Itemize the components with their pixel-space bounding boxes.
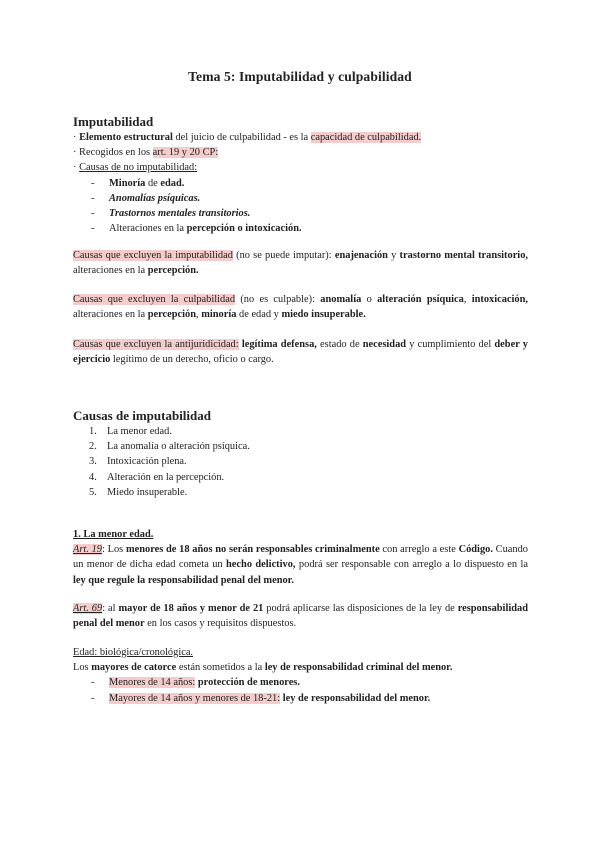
text: (no es culpable): bbox=[235, 294, 321, 305]
heading-menor-edad: 1. La menor edad. bbox=[73, 529, 154, 540]
text: ley que regule la responsabilidad penal del menor. bbox=[73, 574, 294, 586]
list-number: 2. bbox=[89, 441, 97, 453]
line-mayores-catorce bbox=[73, 660, 528, 675]
text: : Los bbox=[102, 544, 126, 556]
list-item bbox=[73, 424, 528, 439]
text: Trastornos mentales transitorios. bbox=[109, 208, 251, 220]
text: menores de 18 años no serán responsables criminalmente bbox=[125, 544, 380, 556]
list-item bbox=[73, 454, 528, 469]
list-causas bbox=[73, 424, 528, 500]
text: podrá aplicarse las disposiciones de la ley de bbox=[263, 603, 458, 614]
text: , bbox=[196, 309, 202, 321]
heading-imputabilidad: Imputabilidad bbox=[73, 114, 154, 129]
highlight-articulos: art. 19 y 20 CP: bbox=[152, 147, 219, 159]
list-item bbox=[73, 176, 528, 191]
text: hecho delictivo, bbox=[226, 559, 296, 571]
highlight: Mayores de 14 años y menores de 18-21: bbox=[109, 692, 281, 704]
list-number: 4. bbox=[89, 471, 97, 483]
text: (no se puede imputar): bbox=[232, 250, 335, 261]
text: Minoría bbox=[109, 177, 146, 189]
section-edad bbox=[73, 645, 528, 706]
text: alteraciones en la bbox=[73, 309, 148, 321]
text: responsabilidad penal del menor bbox=[73, 603, 528, 630]
term-elemento-estructural: Elemento estructural bbox=[79, 132, 173, 143]
text: enajenación bbox=[334, 250, 388, 261]
dash-bullet: - bbox=[91, 192, 95, 204]
line-recogidos bbox=[73, 145, 528, 160]
list-number: 3. bbox=[89, 456, 97, 468]
text: con arreglo a este bbox=[379, 544, 459, 556]
text: ley de responsabilidad del menor. bbox=[282, 692, 431, 704]
paragraph-excluyen-imputabilidad bbox=[73, 248, 528, 278]
text: minoría bbox=[201, 309, 237, 321]
list-item bbox=[73, 691, 528, 706]
highlight: Causas que excluyen la antijuridicidad: bbox=[73, 339, 239, 350]
paragraph-art-19 bbox=[73, 542, 528, 588]
list-item bbox=[73, 191, 528, 206]
text: del juicio de culpabilidad - es la bbox=[172, 132, 311, 143]
page-title: Tema 5: Imputabilidad y culpabilidad bbox=[188, 69, 412, 84]
text: Anomalías psíquicas. bbox=[109, 192, 201, 204]
line-elemento-estructural bbox=[73, 130, 528, 145]
highlight: Menores de 14 años: bbox=[109, 677, 196, 689]
text: edad. bbox=[160, 177, 185, 189]
text: alteración psíquica bbox=[377, 294, 464, 305]
dash-bullet: - bbox=[91, 177, 95, 189]
text: · Recogidos en los bbox=[73, 147, 153, 159]
highlight: Causas que excluyen la imputabilidad bbox=[73, 250, 233, 261]
section-causas-imputabilidad bbox=[73, 408, 528, 500]
line-causas-no-imputabilidad bbox=[73, 160, 528, 175]
text: : al bbox=[102, 603, 119, 614]
text: ley de responsabilidad criminal del menor. bbox=[264, 662, 453, 674]
heading-causas-imputabilidad: Causas de imputabilidad bbox=[73, 408, 211, 423]
paragraph-excluyen-culpabilidad bbox=[73, 292, 528, 322]
dash-bullet: - bbox=[91, 223, 95, 235]
text: de edad y bbox=[236, 309, 282, 321]
list-item bbox=[73, 221, 528, 236]
text: Miedo insuperable. bbox=[107, 486, 188, 498]
text: percepción. bbox=[147, 265, 199, 277]
list-edad bbox=[73, 675, 528, 705]
text: alteraciones en la bbox=[73, 265, 148, 277]
text: Los bbox=[73, 662, 92, 674]
text: podrá ser responsable con arreglo a lo dispuesto en la bbox=[295, 559, 529, 571]
text: Alteración en la percepción. bbox=[107, 471, 225, 483]
text: intoxicación, bbox=[471, 294, 528, 305]
text: en los casos y requisitos dispuestos. bbox=[144, 618, 297, 630]
text: legítima defensa, bbox=[241, 339, 317, 350]
list-item bbox=[73, 206, 528, 221]
text: mayor de 18 años y menor de 21 bbox=[118, 603, 264, 614]
list-item bbox=[73, 439, 528, 454]
text: anomalía bbox=[320, 294, 362, 305]
text: La anomalía o alteración psíquica. bbox=[107, 441, 250, 453]
list-item bbox=[73, 470, 528, 485]
paragraph-excluyen-antijuridicidad bbox=[73, 337, 528, 367]
text: La menor edad. bbox=[107, 426, 172, 437]
text: percepción o intoxicación. bbox=[186, 223, 302, 235]
text: deber y ejercicio bbox=[73, 339, 528, 366]
text: · bbox=[73, 162, 80, 174]
dash-bullet: - bbox=[91, 677, 95, 689]
text: y cumplimiento del bbox=[406, 339, 495, 350]
dash-bullet: - bbox=[91, 692, 95, 704]
text: legítimo de un derecho, oficio o cargo. bbox=[110, 354, 274, 366]
text: Cuando un menor de dicha edad cometa un bbox=[73, 544, 528, 571]
dash-bullet: - bbox=[91, 208, 95, 220]
text: y bbox=[387, 250, 400, 261]
text: Intoxicación plena. bbox=[107, 456, 187, 468]
list-number: 5. bbox=[89, 486, 97, 498]
text: · bbox=[73, 132, 80, 143]
paragraph-art-69 bbox=[73, 601, 528, 631]
highlight-art-19: Art. 19 bbox=[73, 544, 103, 556]
text: percepción bbox=[147, 309, 197, 321]
text: Código. bbox=[458, 544, 493, 556]
line-edad: Edad: biológica/cronológica. bbox=[73, 647, 194, 658]
text: o bbox=[361, 294, 378, 305]
list-number: 1. bbox=[89, 426, 97, 437]
section-imputabilidad bbox=[73, 114, 528, 236]
underlined-causas: Causas de no imputabilidad: bbox=[79, 162, 198, 174]
list-item bbox=[73, 485, 528, 500]
section-menor-edad bbox=[73, 527, 528, 588]
text: miedo insuperable. bbox=[281, 309, 366, 321]
text: están sometidos a la bbox=[176, 662, 265, 674]
text: protección de menores. bbox=[197, 677, 300, 689]
highlight: Causas que excluyen la culpabilidad bbox=[73, 294, 236, 305]
text: Alteraciones en la bbox=[109, 223, 187, 235]
text: estado de bbox=[316, 339, 363, 350]
text: trastorno mental transitorio, bbox=[399, 250, 528, 261]
list-item bbox=[73, 675, 528, 690]
highlight-art-69: Art. 69 bbox=[73, 603, 103, 614]
text: necesidad bbox=[362, 339, 407, 350]
text: , bbox=[463, 294, 472, 305]
list-no-imputabilidad bbox=[73, 176, 528, 237]
text: mayores de catorce bbox=[91, 662, 177, 674]
text: de bbox=[145, 177, 161, 189]
highlight-capacidad: capacidad de culpabilidad. bbox=[310, 132, 422, 143]
